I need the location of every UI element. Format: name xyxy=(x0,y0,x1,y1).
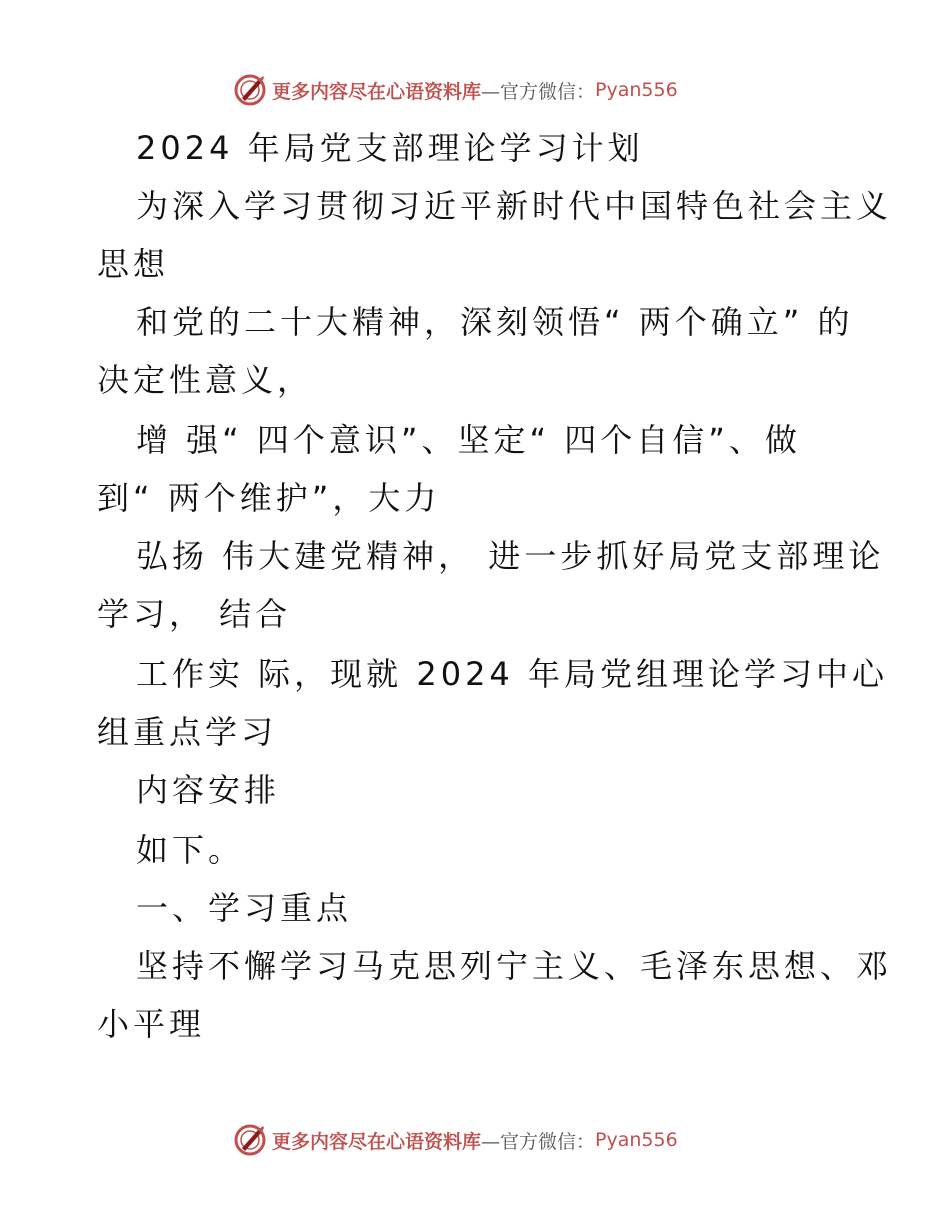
banner-wechat-label: —官方微信： xyxy=(481,80,596,103)
paragraph-line: 思想 xyxy=(97,245,170,283)
section-heading: 一、学习重点 xyxy=(136,889,353,927)
paragraph-line: 为深入学习贯彻习近平新时代中国特色社会主义 xyxy=(136,187,893,225)
quill-pen-logo-icon xyxy=(232,72,268,108)
paragraph-line: 组重点学习 xyxy=(97,713,278,751)
paragraph-line: 决定性意义， xyxy=(97,361,314,399)
document-title: 2024 年局党支部理论学习计划 xyxy=(136,129,644,167)
paragraph-line: 学习， 结合 xyxy=(97,595,292,633)
banner-slogan: 更多内容尽在心语资料库 xyxy=(272,1130,482,1153)
paragraph-line: 如下。 xyxy=(136,831,245,869)
banner-slogan: 更多内容尽在心语资料库 xyxy=(272,80,482,103)
paragraph-line: 和党的二十大精神，深刻领悟“ 两个确立” 的 xyxy=(136,303,854,341)
quill-pen-logo-icon xyxy=(232,1122,268,1158)
footer-banner xyxy=(232,1120,678,1160)
paragraph-line: 内容安排 xyxy=(136,771,281,809)
paragraph-line: 工作实 际，现就 2024 年局党组理论学习中心 xyxy=(136,655,888,693)
banner-wechat-id: Pyan556 xyxy=(595,1129,678,1151)
paragraph-line: 小平理 xyxy=(97,1005,206,1043)
banner-wechat-label: —官方微信： xyxy=(481,1130,596,1153)
paragraph-line: 到“ 两个维护”，大力 xyxy=(97,479,441,517)
paragraph-line: 弘扬 伟大建党精神， 进一步抓好局党支部理论 xyxy=(136,537,885,575)
paragraph-line: 坚持不懈学习马克思列宁主义、毛泽东思想、邓 xyxy=(136,947,893,985)
header-banner xyxy=(232,70,678,110)
paragraph-line: 增 强“ 四个意识”、坚定“ 四个自信”、做 xyxy=(136,421,801,459)
banner-wechat-id: Pyan556 xyxy=(595,79,678,101)
